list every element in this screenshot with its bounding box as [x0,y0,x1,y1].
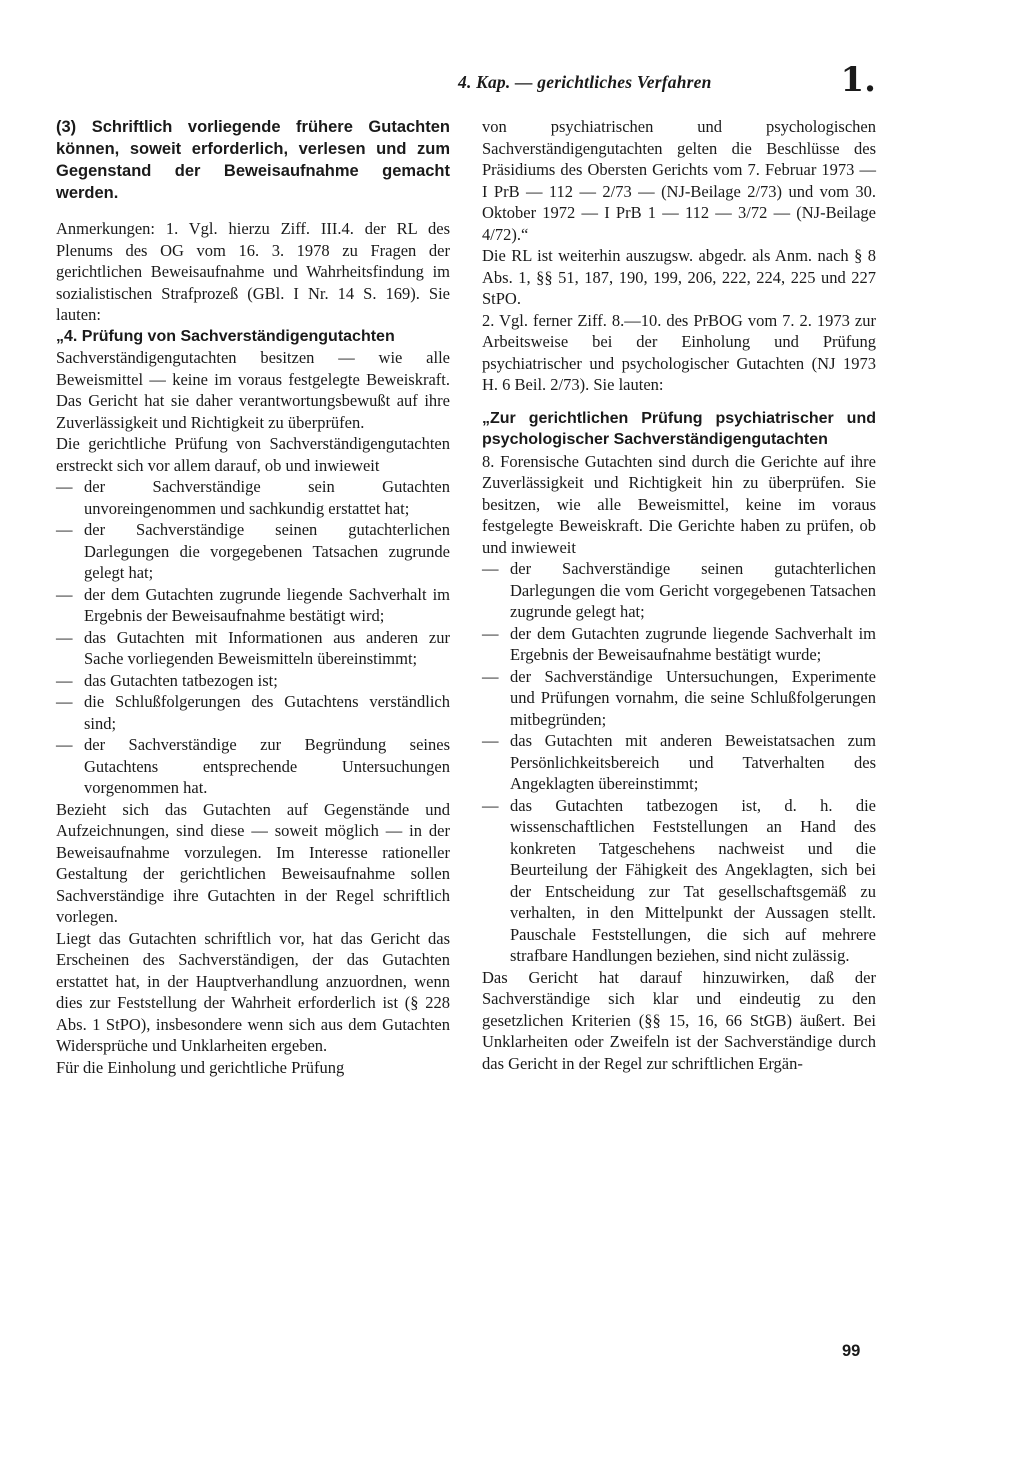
right-paragraph-1: von psychiatrischen und psychologischen Sachverständigengutachten gelten die Beschlüsse des Präsidiums des Obersten Gerichts vom 7. Februar 1973 — I PrB — 112 — 2/73 — (NJ-Beilage 2/73) und vom 30. Oktober 1972 — I PrB 1 — 112 — 3/72 — (NJ-Beilage 4/72).“ [482,117,876,244]
list-item: — das Gutachten tatbezogen ist; [56,670,278,690]
left-paragraph-5: Für die Einholung und gerichtliche Prüfung [56,1057,345,1077]
list-item: — das Gutachten mit Informationen aus anderen zur Sache vorliegenden Beweismitteln übereinstimmt; [56,627,450,668]
dash-bullet: — [56,520,73,539]
dash-bullet: — [482,731,499,750]
dash-bullet: — [56,477,73,496]
left-paragraph-1: Sachverständigengutachten besitzen — wie alle Beweismittel — keine im voraus festgelegte Beweiskraft. Das Gericht hat sie daher verantwortungsbewußt auf ihre Zuverlässigkeit und Richtigkeit zu überprüfen. [56,348,450,432]
right-dash-list [482,558,876,967]
dash-bullet: — [56,735,73,754]
list-item: — der Sachverständige seinen gutachterlichen Darlegungen die vorgegebenen Tatsachen zugrunde gelegt hat; [56,520,450,582]
running-header [458,60,878,106]
dash-bullet: — [56,670,73,690]
right-paragraph-2: Die RL ist weiterhin auszugsw. abgedr. als Anm. nach § 8 Abs. 1, §§ 51, 187, 190, 199, 206, 222, 224, 225 und 227 StPO. [482,246,876,308]
left-paragraph-2: Die gerichtliche Prüfung von Sachverständigengutachten erstreckt sich vor allem darauf, ob und inwieweit [56,434,450,475]
right-paragraph-4: 8. Forensische Gutachten sind durch die Gerichte auf ihre Zuverlässigkeit und Richtigkeit hin zu überprüfen. Sie besitzen, wie alle Beweismittel, keine im voraus festgelegte Beweiskraft. Die Gerichte haben zu prüfen, ob und inwieweit [482,451,876,557]
dash-bullet: — [482,795,499,815]
left-paragraph-3: Bezieht sich das Gutachten auf Gegenstände und Aufzeichnungen, sind diese — soweit möglich — in der Beweisaufnahme vorzulegen. Im Interesse rationeller Gestaltung der gerichtlichen Beweisaufnahme sollen Sachverständige ihre Gutachten in der Regel schriftlich vorlegen. [56,799,450,926]
left-column [56,116,450,1078]
dash-bullet: — [56,584,73,604]
list-item: — der Sachverständige seinen gutachterlichen Darlegungen die vom Gericht vorgegebenen Tatsachen zugrunde gelegt hat; [482,559,876,621]
right-column [482,116,876,1074]
left-paragraph-4: Liegt das Gutachten schriftlich vor, hat das Gericht das Erscheinen des Sachverständigen, der das Gutachten erstattet hat, in der Hauptverhandlung anzuordnen, wenn dies zur Feststellung der Wahrheit erforderlich ist (§ 228 Abs. 1 StPO), insbesondere wenn sich aus dem Gutachten Widersprüche und Unklarheiten ergeben. [56,928,450,1055]
section-heading-left: „4. Prüfung von Sachverständigengutachten [56,327,395,345]
list-item: — das Gutachten mit anderen Beweistatsachen zum Persönlichkeitsbereich und Tatverhalten des Angeklagten übereinstimmt; [482,731,876,793]
chapter-number: 1. [840,60,876,100]
dash-bullet: — [56,627,73,647]
section-heading-right: „Zur gerichtlichen Prüfung psychiatrischer und psychologischer Sachverständigengutachten [482,409,876,448]
list-item: — der dem Gutachten zugrunde liegende Sachverhalt im Ergebnis der Beweisaufnahme bestätigt wird; [56,584,450,625]
page-number: 99 [842,1342,861,1360]
dash-bullet: — [482,666,499,686]
dash-bullet: — [482,623,499,643]
right-paragraph-5: Das Gericht hat darauf hinzuwirken, daß der Sachverständige sich klar und eindeutig zu den gesetzlichen Kriterien (§§ 15, 16, 66 StGB) äußert. Bei Unklarheiten oder Zweifeln ist der Sachverständige durch das Gericht in der Regel zur schriftlichen Ergän- [482,967,876,1073]
left-dash-list [56,476,450,799]
list-item: — die Schlußfolgerungen des Gutachtens verständlich sind; [56,692,450,733]
running-head-title: 4. Kap. — gerichtliches Verfahren [458,72,712,92]
list-item: — der Sachverständige zur Begründung seines Gutachtens entsprechende Untersuchungen vorgenommen hat. [56,735,450,797]
list-item: — das Gutachten tatbezogen ist, d. h. die wissenschaftlichen Feststellungen an Hand des konkreten Tatgeschehens nachweist und die Beurteilung der Fähigkeit des Angeklagten, sich bei der Entscheidung zur Tat gesellschaftsgemäß zu verhalten, in den Mittelpunkt der Aussagen stellt. Pauschale Feststellungen, die sich auf mehrere strafbare Handlungen beziehen, sind nicht zulässig. [482,795,876,965]
notes-paragraph: Anmerkungen: 1. Vgl. hierzu Ziff. III.4. der RL des Plenums des OG vom 16. 3. 1978 zu Fragen der gerichtlichen Beweisaufnahme und Wahrheitsfindung im sozialistischen Strafprozeß (GBl. I Nr. 14 S. 169). Sie lauten: [56,219,450,324]
list-item: — der dem Gutachten zugrunde liegende Sachverhalt im Ergebnis der Beweisaufnahme bestätigt wurde; [482,623,876,664]
list-item: — der Sachverständige sein Gutachten unvoreingenommen und sachkundig erstattet hat; [56,477,450,518]
dash-bullet: — [56,692,73,711]
right-paragraph-3: 2. Vgl. ferner Ziff. 8.—10. des PrBOG vom 7. 2. 1973 zur Arbeitsweise bei der Einholung und Prüfung psychiatrischer und psychologischer Gutachten (NJ 1973 H. 6 Beil. 2/73). Sie lauten: [482,310,876,394]
list-item: — der Sachverständige Untersuchungen, Experimente und Prüfungen vornahm, die seine Schlußfolgerungen mitbegründen; [482,666,876,729]
dash-bullet: — [482,559,499,578]
paragraph-3-bold: (3) Schriftlich vorliegende frühere Gutachten können, soweit erforderlich, verlesen und zum Gegenstand der Beweisaufnahme gemacht werden. [56,118,450,202]
